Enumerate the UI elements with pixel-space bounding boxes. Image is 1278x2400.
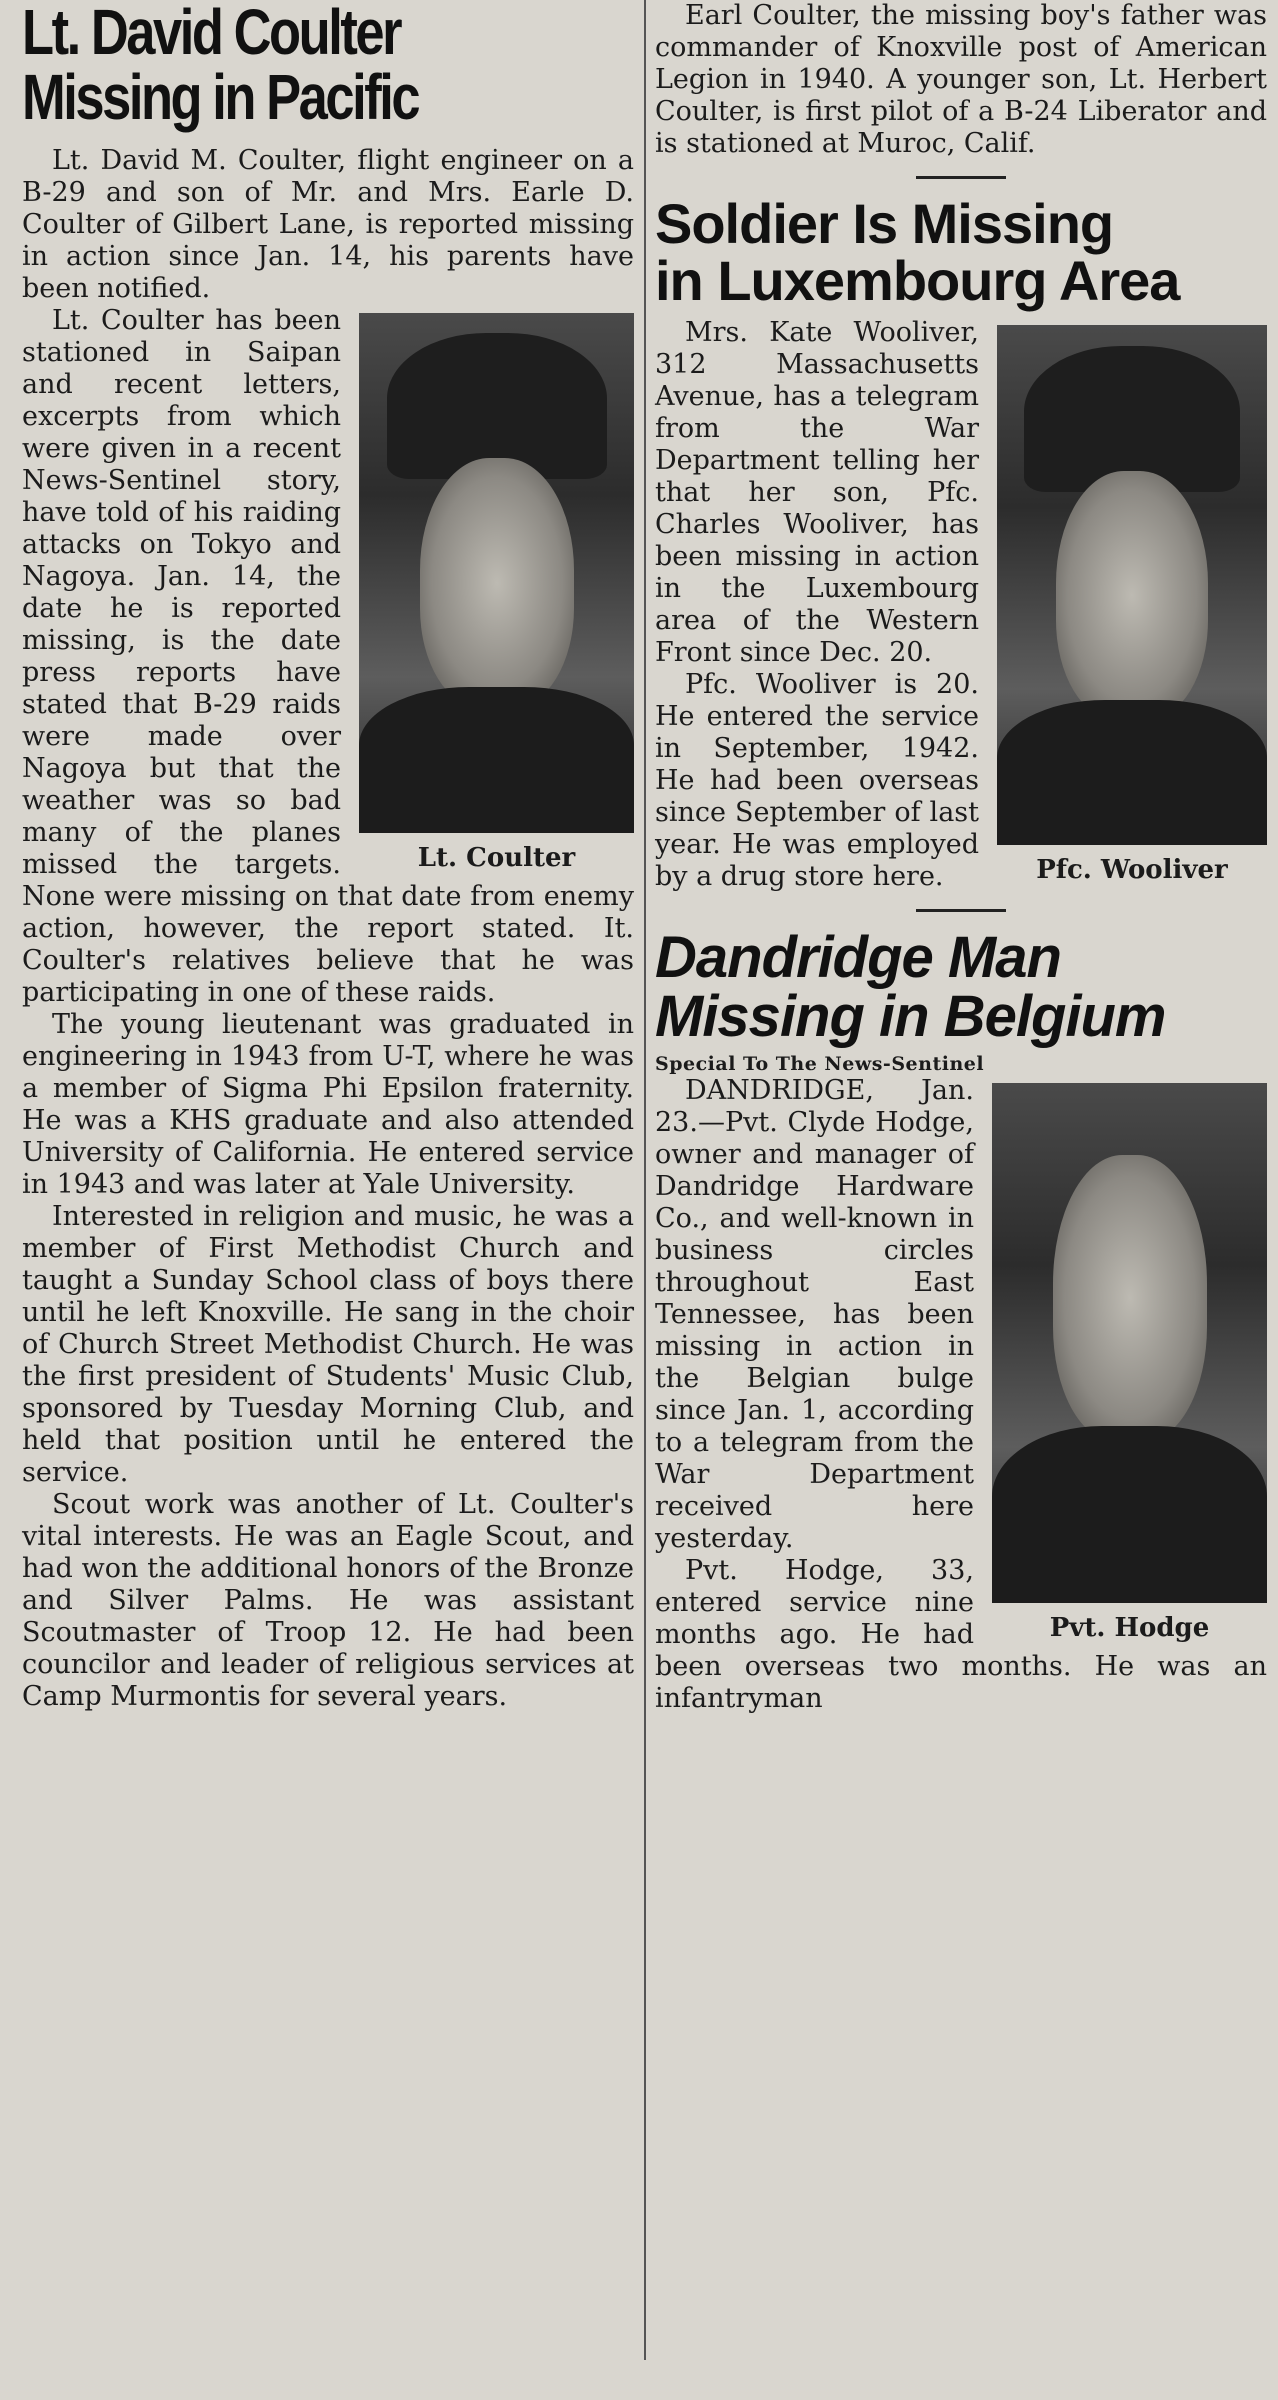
headline-coulter: [22, 0, 629, 134]
headline-wooliver: [655, 192, 1267, 313]
column-rule: [644, 0, 646, 2360]
headline-hodge: [655, 925, 1267, 1050]
paragraph: Lt. Coulter has been stationed in Saipan and recent letters, excerpts from which were given in a recent News-Sentinel story, have told of his raiding attacks on Tokyo and Nagoya. Jan. 14, the date he is reported missing, is the date press reports have stated that B-29 raids were made over Nagoya but that the weather was so bad many of the planes missed the targets. None were missing on that date from enemy action, however, the report stated. It. Coulter's relatives believe that he was participating in one of these raids.: [22, 304, 634, 1008]
paragraph: Earl Coulter, the missing boy's father was commander of Knoxville post of American Legion in 1940. A younger son, Lt. Herbert Coulter, is first pilot of a B-24 Liberator and is stationed at Muroc, Calif.: [655, 0, 1267, 159]
article-coulter: [22, 0, 634, 1713]
headline-line-2: Missing in Belgium: [655, 984, 1166, 1050]
byline: Special To The News-Sentinel: [655, 1052, 985, 1075]
headline-line-1: Soldier Is Missing: [655, 192, 1114, 255]
photo-hodge: [992, 1083, 1267, 1643]
article-hodge: [655, 925, 1267, 1714]
paragraph: Pvt. Hodge, 33, entered service nine months ago. He had been overseas two months. He was an infantryman: [655, 1554, 1267, 1714]
right-column: [655, 0, 1267, 1715]
photo-caption: Lt. Coulter: [417, 842, 576, 873]
paragraph: The young lieutenant was graduated in engineering in 1943 from U-T, where he was a member of Sigma Phi Epsilon fraternity. He was a KHS graduate and also attended University of California. He entered service in 1943 and was later at Yale University.: [22, 1008, 634, 1200]
photo-image: [997, 325, 1267, 845]
divider: [916, 909, 1006, 912]
headline-line-2: Missing in Pacific: [22, 61, 419, 134]
article-wooliver: [655, 192, 1267, 893]
photo-caption: Pvt. Hodge: [1049, 1612, 1210, 1643]
headline-line-2: in Luxembourg Area: [655, 249, 1180, 313]
headline-line-1: Dandridge Man: [655, 925, 1061, 991]
paragraph: DANDRIDGE, Jan. 23.—Pvt. Clyde Hodge, owner and manager of Dandridge Hardware Co., and well-known in business circles throughout East Tennessee, has been missing in action in the Belgian bulge since Jan. 1, according to a telegram from the War Department received here yesterday.: [655, 1074, 974, 1554]
photo-wooliver: [997, 325, 1267, 885]
paragraph: Mrs. Kate Wooliver, 312 Massachusetts Avenue, has a telegram from the War Department telling her that her son, Pfc. Charles Wooliver, has been missing in action in the Luxembourg area of the Western Front since Dec. 20.: [655, 317, 979, 669]
divider: [916, 176, 1006, 179]
photo-caption: Pfc. Wooliver: [1036, 855, 1228, 886]
photo-image: [992, 1083, 1267, 1603]
paragraph: Pfc. Wooliver is 20. He entered the service in September, 1942. He had been overseas since September of last year. He was employed by a drug store here.: [655, 669, 979, 893]
paragraph: Interested in religion and music, he was a member of First Methodist Church and taught a Sunday School class of boys there until he left Knoxville. He sang in the choir of Church Street Methodist Church. He was the first president of Students' Music Club, sponsored by Tuesday Morning Club, and held that position until he entered the service.: [22, 1200, 634, 1488]
headline-line-1: Lt. David Coulter: [22, 0, 401, 68]
photo-image: [359, 313, 634, 833]
photo-coulter: [359, 313, 634, 873]
paragraph: Lt. David M. Coulter, flight engineer on a B-29 and son of Mr. and Mrs. Earle D. Coulter of Gilbert Lane, is reported missing in action since Jan. 14, his parents have been notified.: [22, 144, 634, 304]
paragraph: Scout work was another of Lt. Coulter's vital interests. He was an Eagle Scout, and had won the additional honors of the Bronze and Silver Palms. He was assistant Scoutmaster of Troop 12. He had been councilor and leader of religious services at Camp Murmontis for several years.: [22, 1488, 634, 1712]
